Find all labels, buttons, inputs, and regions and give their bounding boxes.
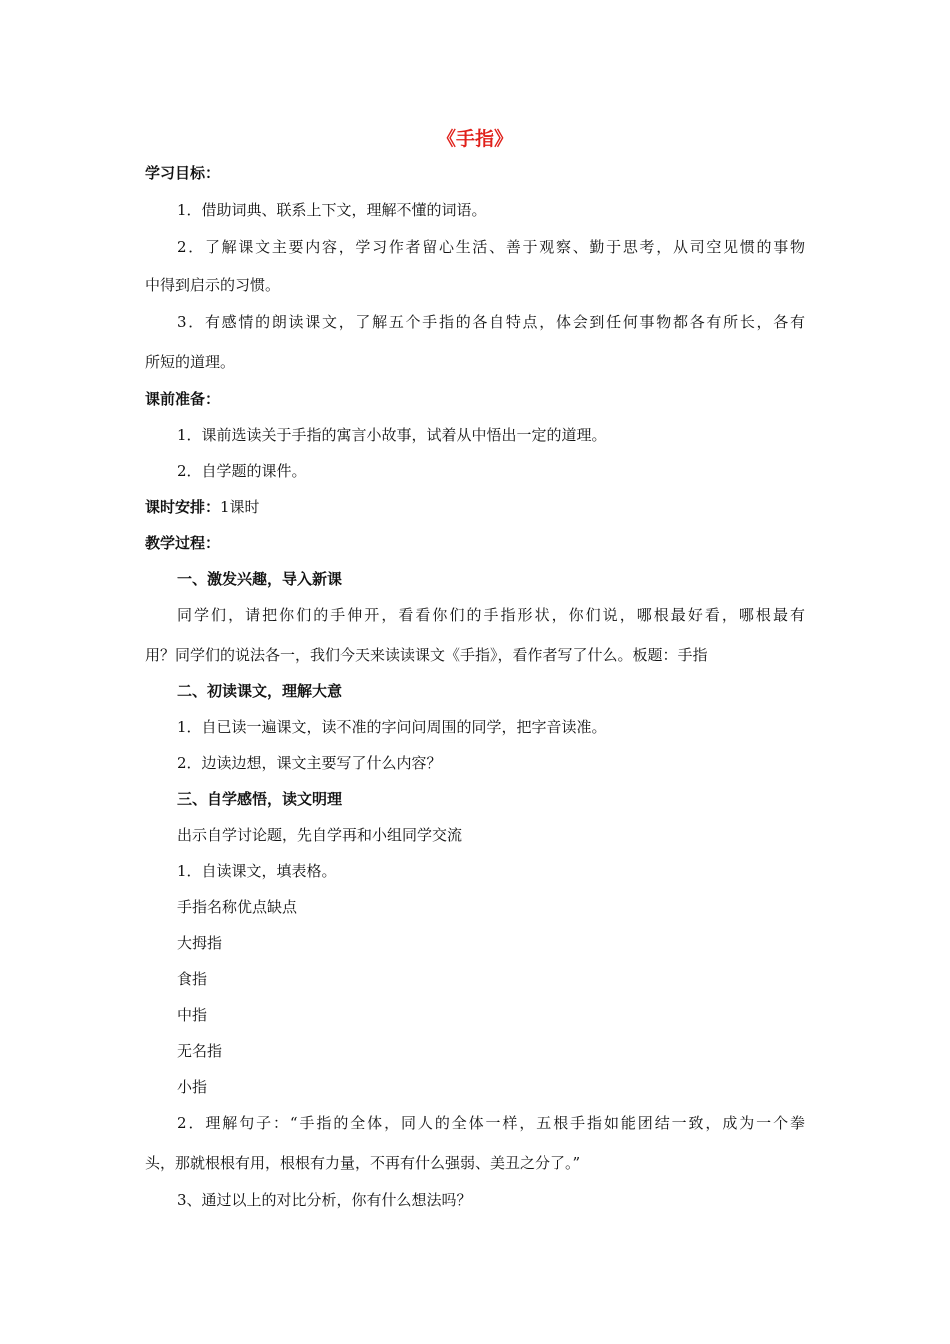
step2-item: 1．自已读一遍课文，读不准的字问问周围的同学，把字音读准。 xyxy=(177,718,607,736)
table-row: 大拇指 xyxy=(177,934,223,952)
prep-item: 1．课前选读关于手指的寓言小故事，试着从中悟出一定的道理。 xyxy=(177,426,607,444)
schedule-heading: 课时安排： xyxy=(145,498,221,516)
step1-paragraph: 同学们，请把你们的手伸开，看看你们的手指形状，你们说，哪根最好看，哪根最有 xyxy=(177,606,805,624)
prep-item: 2．自学题的课件。 xyxy=(177,462,307,480)
document-title: 《手指》 xyxy=(436,128,513,150)
table-row: 中指 xyxy=(177,1006,208,1024)
goal-item: 3．有感情的朗读课文，了解五个手指的各自特点，体会到任何事物都各有所长，各有 xyxy=(177,313,805,331)
goal-item: 1．借助词典、联系上下文，理解不懂的词语。 xyxy=(177,201,487,219)
step2-item: 2．边读边想，课文主要写了什么内容？ xyxy=(177,754,442,772)
prep-heading: 课前准备： xyxy=(145,390,221,408)
step3-heading: 三、自学感悟，读文明理 xyxy=(177,790,343,808)
step1-heading: 一、激发兴趣，导入新课 xyxy=(177,570,343,588)
goal-item-continued: 所短的道理。 xyxy=(145,353,236,371)
step3-line: 出示自学讨论题，先自学再和小组同学交流 xyxy=(177,826,463,844)
step1-paragraph-continued: 用？同学们的说法各一，我们今天来读读课文《手指》，看作者写了什么。板题：手指 xyxy=(145,646,708,664)
schedule-row xyxy=(145,497,260,517)
table-row: 小指 xyxy=(177,1078,208,1096)
schedule-value: 1课时 xyxy=(220,498,260,516)
table-row: 无名指 xyxy=(177,1042,223,1060)
step3-line-continued: 头，那就根根有用，根根有力量，不再有什么强弱、美丑之分了。” xyxy=(145,1154,581,1172)
goal-item-continued: 中得到启示的习惯。 xyxy=(145,276,281,294)
process-heading: 教学过程： xyxy=(145,534,221,552)
goal-item: 2．了解课文主要内容，学习作者留心生活、善于观察、勤于思考，从司空见惯的事物 xyxy=(177,238,805,256)
goals-heading: 学习目标： xyxy=(145,164,221,182)
table-header-row: 手指名称优点缺点 xyxy=(177,898,298,916)
step3-line: 1．自读课文，填表格。 xyxy=(177,862,337,880)
step2-heading: 二、初读课文，理解大意 xyxy=(177,682,343,700)
table-row: 食指 xyxy=(177,970,208,988)
step3-line: 3、通过以上的对比分析，你有什么想法吗？ xyxy=(177,1191,472,1209)
step3-line: 2．理解句子：“手指的全体，同人的全体一样，五根手指如能团结一致，成为一个拳 xyxy=(177,1114,805,1132)
